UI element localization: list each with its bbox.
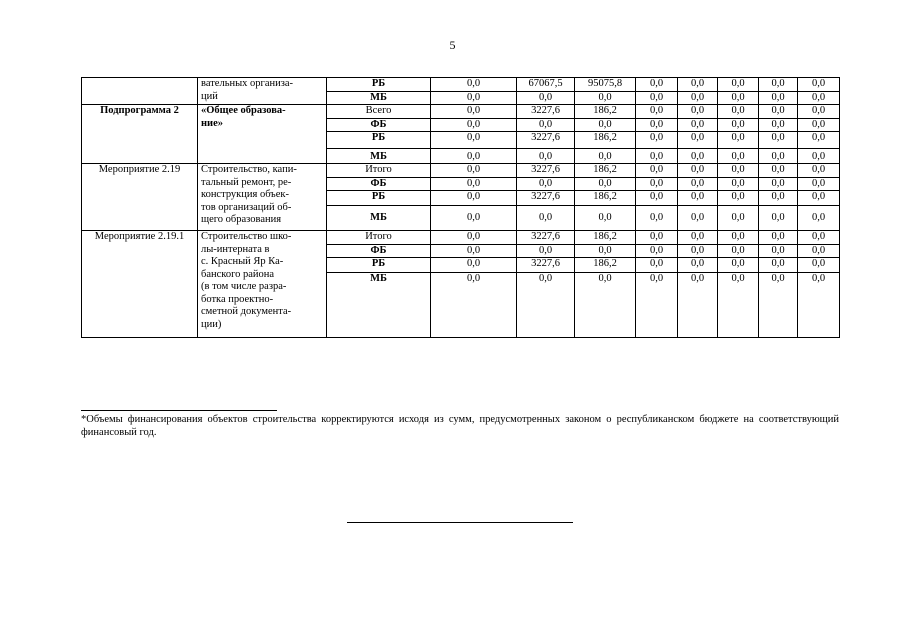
value-cell: 3227,6	[517, 105, 575, 119]
value-cell: 0,0	[636, 177, 678, 191]
value-cell: 186,2	[575, 191, 636, 206]
value-cell: 0,0	[759, 164, 798, 178]
value-cell: 0,0	[678, 231, 718, 245]
value-cell: 3227,6	[517, 164, 575, 178]
program-desc: вательных организа- ций	[201, 78, 294, 102]
value-cell: 0,0	[636, 149, 678, 164]
value-cell: 0,0	[798, 164, 840, 178]
value-cell: 0,0	[798, 231, 840, 245]
value-cell: 0,0	[678, 206, 718, 231]
value-cell: 186,2	[575, 105, 636, 119]
program-name-cell	[82, 78, 198, 105]
source-cell: Итого	[327, 164, 431, 178]
source-cell: МБ	[327, 206, 431, 231]
source-cell: МБ	[327, 91, 431, 105]
source-cell: РБ	[327, 191, 431, 206]
value-cell: 0,0	[798, 273, 840, 338]
value-cell: 0,0	[575, 91, 636, 105]
value-cell: 0,0	[759, 132, 798, 149]
value-cell: 0,0	[759, 258, 798, 273]
value-cell: 0,0	[636, 244, 678, 258]
value-cell: 0,0	[678, 273, 718, 338]
table-row	[82, 231, 840, 245]
value-cell: 0,0	[575, 118, 636, 132]
value-cell: 0,0	[718, 164, 759, 178]
value-cell: 0,0	[718, 105, 759, 119]
source-cell: ФБ	[327, 244, 431, 258]
value-cell: 0,0	[636, 273, 678, 338]
value-cell: 0,0	[718, 231, 759, 245]
value-cell: 0,0	[798, 132, 840, 149]
value-cell: 186,2	[575, 132, 636, 149]
value-cell: 67067,5	[517, 78, 575, 92]
value-cell: 0,0	[431, 191, 517, 206]
value-cell: 0,0	[718, 244, 759, 258]
program-name-cell: Мероприятие 2.19.1	[82, 231, 198, 338]
value-cell: 0,0	[431, 78, 517, 92]
value-cell: 0,0	[431, 244, 517, 258]
value-cell: 0,0	[636, 105, 678, 119]
program-desc-cell: Строительство шко- лы-интерната в с. Красный Яр Ка- банского района (в том числе разра- ботка проектно- сметной документа- ции)	[198, 231, 327, 338]
source-cell: Итого	[327, 231, 431, 245]
table-row	[82, 105, 840, 119]
value-cell: 0,0	[431, 206, 517, 231]
value-cell: 3227,6	[517, 132, 575, 149]
value-cell: 0,0	[575, 149, 636, 164]
table-row	[82, 78, 840, 92]
value-cell: 0,0	[718, 132, 759, 149]
source-cell: РБ	[327, 258, 431, 273]
value-cell: 0,0	[759, 273, 798, 338]
value-cell: 0,0	[636, 206, 678, 231]
value-cell: 0,0	[678, 149, 718, 164]
value-cell: 0,0	[636, 78, 678, 92]
value-cell: 0,0	[759, 191, 798, 206]
value-cell: 0,0	[636, 91, 678, 105]
value-cell: 0,0	[798, 149, 840, 164]
value-cell: 0,0	[759, 231, 798, 245]
value-cell: 0,0	[678, 105, 718, 119]
footnote-divider	[81, 410, 277, 411]
value-cell: 3227,6	[517, 258, 575, 273]
value-cell: 0,0	[517, 244, 575, 258]
value-cell: 0,0	[431, 149, 517, 164]
value-cell: 0,0	[678, 191, 718, 206]
value-cell: 0,0	[517, 91, 575, 105]
value-cell: 95075,8	[575, 78, 636, 92]
value-cell: 0,0	[798, 191, 840, 206]
source-cell: ФБ	[327, 177, 431, 191]
value-cell: 0,0	[678, 132, 718, 149]
source-cell: ФБ	[327, 118, 431, 132]
value-cell: 0,0	[575, 244, 636, 258]
value-cell: 0,0	[718, 177, 759, 191]
value-cell: 186,2	[575, 231, 636, 245]
value-cell: 0,0	[718, 258, 759, 273]
value-cell: 0,0	[431, 258, 517, 273]
value-cell: 0,0	[798, 118, 840, 132]
value-cell: 0,0	[718, 206, 759, 231]
end-divider	[347, 522, 573, 523]
value-cell: 0,0	[431, 105, 517, 119]
value-cell: 0,0	[678, 118, 718, 132]
value-cell: 0,0	[759, 118, 798, 132]
value-cell: 0,0	[759, 206, 798, 231]
value-cell: 0,0	[636, 191, 678, 206]
value-cell: 0,0	[636, 258, 678, 273]
source-cell: РБ	[327, 78, 431, 92]
value-cell: 0,0	[431, 164, 517, 178]
value-cell: 0,0	[431, 273, 517, 338]
value-cell: 0,0	[718, 91, 759, 105]
value-cell: 0,0	[759, 149, 798, 164]
value-cell: 0,0	[517, 118, 575, 132]
source-cell: Всего	[327, 105, 431, 119]
value-cell: 3227,6	[517, 231, 575, 245]
program-name-cell: Подпрограмма 2	[82, 105, 198, 164]
table-row	[82, 164, 840, 178]
value-cell: 186,2	[575, 258, 636, 273]
value-cell: 0,0	[636, 231, 678, 245]
value-cell: 0,0	[431, 91, 517, 105]
value-cell: 0,0	[798, 177, 840, 191]
source-cell: МБ	[327, 273, 431, 338]
value-cell: 0,0	[517, 206, 575, 231]
value-cell: 0,0	[718, 273, 759, 338]
value-cell: 0,0	[517, 273, 575, 338]
value-cell: 186,2	[575, 164, 636, 178]
value-cell: 0,0	[718, 191, 759, 206]
value-cell: 0,0	[759, 177, 798, 191]
value-cell: 0,0	[517, 177, 575, 191]
value-cell: 0,0	[718, 149, 759, 164]
value-cell: 0,0	[759, 91, 798, 105]
value-cell: 0,0	[798, 258, 840, 273]
value-cell: 0,0	[678, 258, 718, 273]
financing-table	[81, 77, 840, 338]
value-cell: 0,0	[678, 164, 718, 178]
value-cell: 0,0	[759, 78, 798, 92]
value-cell: 0,0	[759, 105, 798, 119]
value-cell: 0,0	[431, 231, 517, 245]
value-cell: 0,0	[431, 132, 517, 149]
value-cell: 0,0	[636, 118, 678, 132]
value-cell: 0,0	[718, 118, 759, 132]
value-cell: 0,0	[636, 132, 678, 149]
page-number: 5	[449, 38, 456, 52]
value-cell: 0,0	[575, 273, 636, 338]
value-cell: 0,0	[798, 91, 840, 105]
source-cell: РБ	[327, 132, 431, 149]
program-desc-cell: Строительство, капи- тальный ремонт, ре- конструкция объек- тов организаций об- щего образования	[198, 164, 327, 231]
program-name-cell: Мероприятие 2.19	[82, 164, 198, 231]
program-desc-cell	[198, 78, 327, 105]
source-cell: МБ	[327, 149, 431, 164]
value-cell: 3227,6	[517, 191, 575, 206]
value-cell: 0,0	[798, 244, 840, 258]
value-cell: 0,0	[798, 206, 840, 231]
value-cell: 0,0	[517, 149, 575, 164]
value-cell: 0,0	[759, 244, 798, 258]
value-cell: 0,0	[636, 164, 678, 178]
value-cell: 0,0	[575, 177, 636, 191]
value-cell: 0,0	[798, 78, 840, 92]
value-cell: 0,0	[678, 91, 718, 105]
value-cell: 0,0	[798, 105, 840, 119]
footnote-text: *Объемы финансирования объектов строительства корректируются исходя из сумм, предусмотренных законом о республиканском бюджете на соответствующий финансовый год.	[81, 414, 839, 438]
value-cell: 0,0	[678, 177, 718, 191]
value-cell: 0,0	[718, 78, 759, 92]
value-cell: 0,0	[678, 78, 718, 92]
value-cell: 0,0	[431, 177, 517, 191]
program-desc-cell: «Общее образова- ние»	[198, 105, 327, 164]
value-cell: 0,0	[575, 206, 636, 231]
value-cell: 0,0	[431, 118, 517, 132]
value-cell: 0,0	[678, 244, 718, 258]
